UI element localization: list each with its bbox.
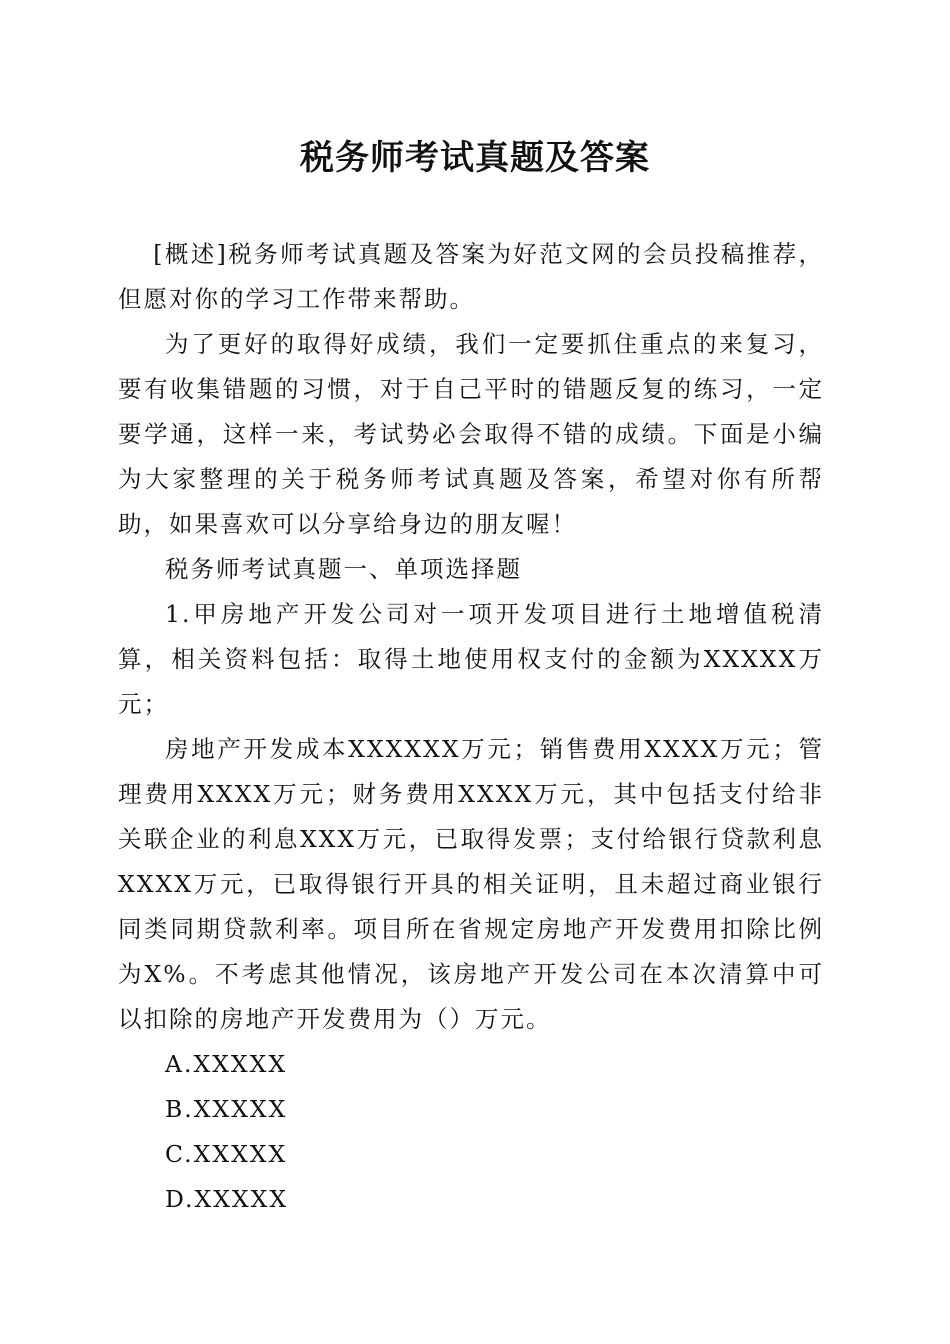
option-b: B.XXXXX bbox=[165, 1095, 288, 1123]
option-d: D.XXXXX bbox=[165, 1185, 289, 1213]
summary-paragraph: [概述]税务师考试真题及答案为好范文网的会员投稿推荐，但愿对你的学习工作带来帮助。 bbox=[118, 240, 824, 313]
question-paragraph: 1.甲房地产开发公司对一项开发项目进行土地增值税清算，相关资料包括：取得土地使用权支付的金额为XXXXX万元； bbox=[118, 600, 824, 718]
option-c: C.XXXXX bbox=[165, 1140, 288, 1168]
intro-paragraph: 为了更好的取得好成绩，我们一定要抓住重点的来复习，要有收集错题的习惯，对于自己平时的错题反复的练习，一定要学通，这样一来，考试势必会取得不错的成绩。下面是小编为大家整理的关于税务师考试真题及答案，希望对你有所帮助，如果喜欢可以分享给身边的朋友喔！ bbox=[118, 330, 824, 538]
document-title: 税务师考试真题及答案 bbox=[300, 138, 650, 178]
question-detail-paragraph: 房地产开发成本XXXXXX万元；销售费用XXXX万元；管理费用XXXX万元；财务费用XXXX万元，其中包括支付给非关联企业的利息XXX万元，已取得发票；支付给银行贷款利息XXXX万元，已取得银行开具的相关证明，且未超过商业银行同类同期贷款利率。项目所在省规定房地产开发费用扣除比例为X%。不考虑其他情况，该房地产开发公司在本次清算中可以扣除的房地产开发费用为（）万元。 bbox=[118, 735, 824, 1033]
option-a: A.XXXXX bbox=[165, 1050, 288, 1078]
document-body bbox=[118, 232, 824, 1222]
section-heading: 税务师考试真题一、单项选择题 bbox=[165, 555, 522, 583]
